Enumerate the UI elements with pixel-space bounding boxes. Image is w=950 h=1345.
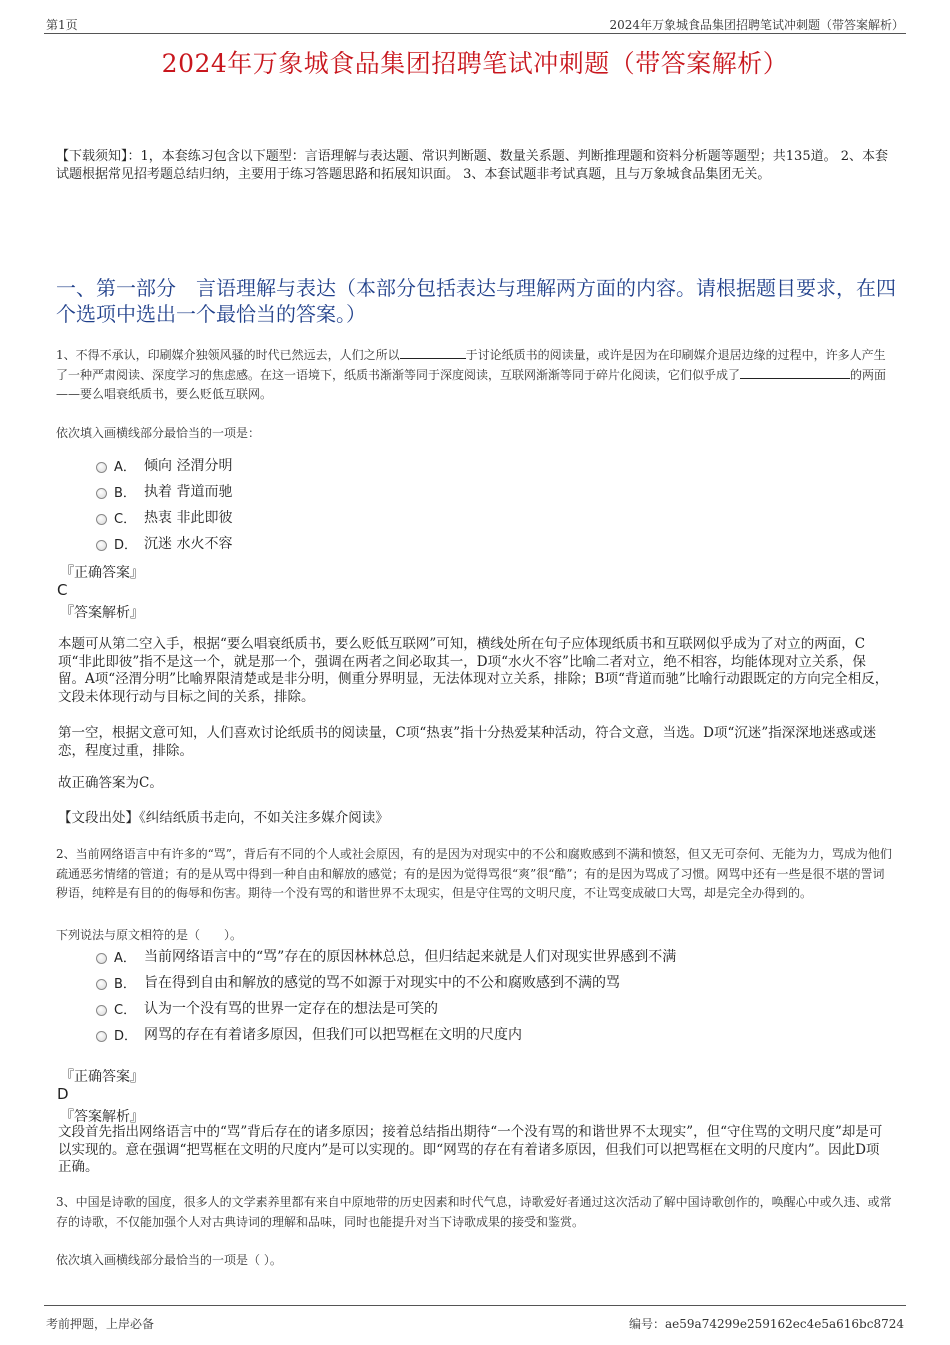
question-2-analysis: 文段首先指出网络语言中的“骂”背后存在的诸多原因；接着总结指出期待“一个没有骂的和谐世界不太现实”，但“守住骂的文明尺度”却是可以实现的。意在强调“把骂框在文明的尺度内”是可以实现的。即“网骂的存在有着诸多原因，但我们可以把骂框在文明的尺度内”。因此D项正确。: [58, 1124, 883, 1175]
section-title: 一、第一部分 言语理解与表达（本部分包括表达与理解两方面的内容。请根据题目要求，在四个选项中选出一个最恰当的答案。）: [56, 276, 896, 326]
question-2-analysis-label: 『答案解析』: [60, 1109, 144, 1125]
radio-icon[interactable]: [96, 540, 107, 551]
question-1-options: [96, 452, 232, 556]
question-1-analysis-label: 『答案解析』: [60, 605, 144, 621]
question-3-text: 3、中国是诗歌的国度，很多人的文学素养里都有来自中原地带的历史因素和时代气息，诗歌爱好者通过这次活动了解中国诗歌创作的，唤醒心中或久违、或常存的诗歌，不仅能加强个人对古典诗词的理解和品味，同时也能提升对当下诗歌成果的接受和鉴赏。: [56, 1195, 892, 1229]
question-1-analysis-p3: 故正确答案为C。: [58, 775, 163, 791]
radio-icon[interactable]: [96, 979, 107, 990]
download-notice: 【下载须知】：1，本套练习包含以下题型：言语理解与表达题、常识判断题、数量关系题、判断推理题和资料分析题等题型；共135道。 2、本套试题根据常见招考题总结归纳，主要用于练习答题思路和拓展知识面。 3、本套试题非考试真题，且与万象城食品集团无关。: [56, 149, 888, 182]
radio-icon[interactable]: [96, 1031, 107, 1042]
question-1-option-d[interactable]: D． 沉迷 水火不容: [96, 530, 232, 556]
question-2-option-a[interactable]: A． 当前网络语言中的“骂”存在的原因林林总总，但归结起来就是人们对现实世界感到不满: [96, 943, 676, 969]
question-1-analysis-p1: 本题可从第二空入手，根据“要么唱衰纸质书，要么贬低互联网”可知，横线处所在句子应体现纸质书和互联网似乎成为了对立的两面，C项“非此即彼”指不是这一个，就是那一个，强调在两者之间必取其一，D项“水火不容”比喻二者对立，绝不相容，均能体现对立关系，保留。A项“泾渭分明”比喻界限清楚或是非分明，侧重分界明显，无法体现对立关系，排除；B项“背道而驰”比喻行动跟既定的方向完全相反，文段未体现行动与目标之间的关系，排除。: [58, 636, 889, 705]
question-2-prompt: 下列说法与原文相符的是（ ）。: [56, 928, 243, 942]
footer-serial: 编号：ae59a74299e259162ec4e5a616bc8724: [629, 1317, 904, 1331]
question-2-answer-label: 『正确答案』: [60, 1069, 144, 1085]
question-2-option-d[interactable]: D． 网骂的存在有着诸多原因，但我们可以把骂框在文明的尺度内: [96, 1021, 676, 1047]
document-title: 2024年万象城食品集团招聘笔试冲刺题（带答案解析）: [161, 49, 789, 78]
question-1-answer-label: 『正确答案』: [60, 565, 144, 581]
question-2-option-c[interactable]: C． 认为一个没有骂的世界一定存在的想法是可笑的: [96, 995, 676, 1021]
radio-icon[interactable]: [96, 1005, 107, 1016]
question-1-analysis-p2: 第一空，根据文意可知，人们喜欢讨论纸质书的阅读量，C项“热衷”指十分热爱某种活动，符合文意，当选。D项“沉迷”指深深地迷惑或迷恋，程度过重，排除。: [58, 725, 877, 759]
footer-slogan: 考前押题，上岸必备: [46, 1317, 155, 1331]
header-doc-title: 2024年万象城食品集团招聘笔试冲刺题（带答案解析）: [609, 18, 904, 32]
question-1-source: 【文段出处】《纠结纸质书走向，不如关注多媒介阅读》: [58, 810, 389, 826]
question-1-blank-1: [400, 347, 466, 359]
page-number: 第1页: [46, 18, 78, 32]
question-2-text: 2、当前网络语言中有许多的“骂”，背后有不同的个人或社会原因，有的是因为对现实中的不公和腐败感到不满和愤怒，但又无可奈何、无能为力，骂成为他们疏通恶劣情绪的管道；有的是从骂中得到一种自由和解放的感觉；有的是因为觉得骂很“爽”很“酷”；有的是因为骂成了习惯。网骂中还有一些是很不堪的詈词秽语，纯粹是有目的的侮辱和伤害。期待一个没有骂的和谐世界不太现实，但是守住骂的文明尺度，不让骂变成破口大骂，却是完全办得到的。: [56, 847, 892, 900]
question-1-text: 1、不得不承认，印刷媒介独领风骚的时代已然远去，人们之所以 于讨论纸质书的阅读量，或许是因为在印刷媒介退居边缘的过程中，许多人产生了一种严肃阅读、深度学习的焦虑感。在这一语境下，纸质书渐渐等同于深度阅读，互联网渐渐等同于碎片化阅读，它们似乎成了 的两面——要么唱衰纸质书，要么贬低互联网。: [56, 348, 887, 401]
question-1-prompt: 依次填入画横线部分最恰当的一项是：: [56, 426, 261, 440]
question-2-options: [96, 943, 676, 1047]
radio-icon[interactable]: [96, 462, 107, 473]
question-2-option-b[interactable]: B． 旨在得到自由和解放的感觉的骂不如源于对现实中的不公和腐败感到不满的骂: [96, 969, 676, 995]
question-1-option-c[interactable]: C． 热衷 非此即彼: [96, 504, 232, 530]
question-1-option-a[interactable]: A． 倾向 泾渭分明: [96, 452, 232, 478]
question-1-option-b[interactable]: B． 执着 背道而驰: [96, 478, 232, 504]
question-1-answer: C: [57, 581, 68, 599]
page-header: [44, 12, 906, 34]
radio-icon[interactable]: [96, 514, 107, 525]
radio-icon[interactable]: [96, 488, 107, 499]
page-footer: [44, 1305, 906, 1331]
radio-icon[interactable]: [96, 953, 107, 964]
question-2-answer: D: [57, 1085, 69, 1103]
question-3-prompt: 依次填入画横线部分最恰当的一项是（ ）。: [56, 1253, 282, 1267]
question-1-blank-2: [740, 367, 850, 379]
